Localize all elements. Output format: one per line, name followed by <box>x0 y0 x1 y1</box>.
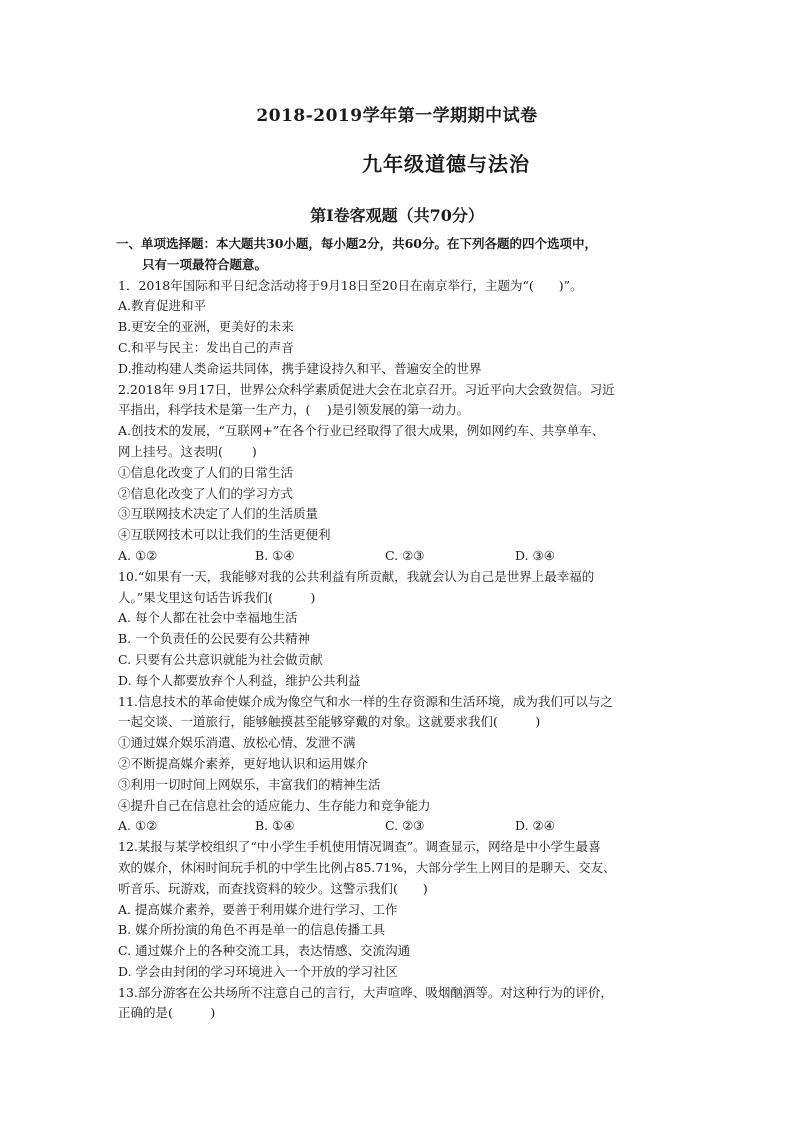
question-line: 欢的媒介，休闲时间玩手机的中学生比例占85.71%，大部分学生上网目的是聊天、交友、 <box>118 859 616 875</box>
statement-line: ②信息化改变了人们的学习方式 <box>118 485 294 501</box>
option-line: D. 每个人都要放弃个人利益，维护公共利益 <box>118 672 361 688</box>
option-line: B. 一个负责任的公民要有公共精神 <box>118 631 311 647</box>
section-instruction-line2: 只有一项最符合题意。 <box>142 256 268 272</box>
option-line: A. 每个人都在社会中幸福地生活 <box>118 610 298 626</box>
question-line: 人。”果戈里这句话告诉我们( ) <box>118 589 316 605</box>
option-line: D.推动构建人类命运共同体，携手建设持久和平、普遍安全的世界 <box>118 360 482 376</box>
question-body <box>118 234 678 1024</box>
answer-option-b: B. ①④ <box>255 547 295 563</box>
answer-option-c: C. ②③ <box>385 547 425 563</box>
statement-line: ④互联网技术可以让我们的生活更便利 <box>118 527 331 543</box>
statement-line: ①通过媒介娱乐消遣、放松心情、发泄不满 <box>118 735 356 751</box>
question-line: 1．2018年国际和平日纪念活动将于9月18日至20日在南京举行，主题为“( )”。 <box>118 277 583 293</box>
section-instruction-line1: 一、单项选择题：本大题共30小题，每小题2分，共60分。在下列各题的四个选项中， <box>116 236 597 251</box>
statement-line: ②不断提高媒介素养，更好地认识和运用媒介 <box>118 755 369 771</box>
option-line: A. 提高媒介素养，要善于利用媒介进行学习、工作 <box>118 901 398 917</box>
question-line: 13.部分游客在公共场所不注意自己的言行，大声喧哗、吸烟酗酒等。对这种行为的评价， <box>118 984 613 1000</box>
statement-line: ③利用一切时间上网娱乐，丰富我们的精神生活 <box>118 776 381 792</box>
statement-line: ③互联网技术决定了人们的生活质量 <box>118 506 319 522</box>
question-line: 11.信息技术的革命使媒介成为像空气和水一样的生存资源和生活环境，成为我们可以与之 <box>118 693 613 709</box>
answer-option-a: A. ①② <box>118 547 158 563</box>
question-line: 12.某报与某学校组织了“中小学生手机使用情况调查”。调查显示，网络是中小学生最喜 <box>118 839 601 855</box>
exam-subject: 九年级道德与法治 <box>362 152 530 176</box>
exam-part-heading: 第Ⅰ卷客观题（共70分） <box>310 206 484 225</box>
answer-option-a: A. ①② <box>118 818 158 834</box>
option-line: B.更安全的亚洲，更美好的未来 <box>118 319 294 335</box>
answer-options <box>118 816 678 837</box>
question-line: 网上挂号。这表明( ) <box>118 443 257 459</box>
answer-option-d: D. ②④ <box>515 818 555 834</box>
question-line: 2.2018年 9月17日，世界公众科学素质促进大会在北京召开。习近平向大会致贺信。习近 <box>118 381 615 397</box>
question-line: 10.“如果有一天，我能够对我的公共利益有所贡献，我就会认为自己是世界上最幸福的 <box>118 568 595 584</box>
option-line: B. 媒介所扮演的角色不再是单一的信息传播工具 <box>118 922 386 938</box>
question-line: A.创技术的发展，“互联网+”在各个行业已经取得了很大成果，例如网约车、共享单车、 <box>118 423 605 439</box>
option-line: A.教育促进和平 <box>118 298 207 314</box>
option-line: C.和平与民主：发出自己的声音 <box>118 339 294 355</box>
answer-option-c: C. ②③ <box>385 818 425 834</box>
answer-option-b: B. ①④ <box>255 818 295 834</box>
option-line: C. 通过媒介上的各种交流工具，表达情感、交流沟通 <box>118 943 411 959</box>
answer-option-d: D. ③④ <box>515 547 555 563</box>
question-line: 一起交谈、一道旅行，能够触摸甚至能够穿戴的对象。这就要求我们( ) <box>118 714 541 730</box>
question-line: 听音乐、玩游戏，而查找资料的较少。这警示我们( ) <box>118 880 428 896</box>
option-line: D. 学会由封闭的学习环境进入一个开放的学习社区 <box>118 963 399 979</box>
exam-title: 2018-2019学年第一学期期中试卷 <box>256 106 538 126</box>
question-line: 平指出，科学技术是第一生产力，( )是引领发展的第一动力。 <box>118 402 470 418</box>
answer-options <box>118 546 678 567</box>
statement-line: ④提升自己在信息社会的适应能力、生存能力和竞争能力 <box>118 797 431 813</box>
statement-line: ①信息化改变了人们的日常生活 <box>118 464 294 480</box>
option-line: C. 只要有公共意识就能为社会做贡献 <box>118 651 323 667</box>
question-line: 正确的是( ) <box>118 1005 216 1021</box>
